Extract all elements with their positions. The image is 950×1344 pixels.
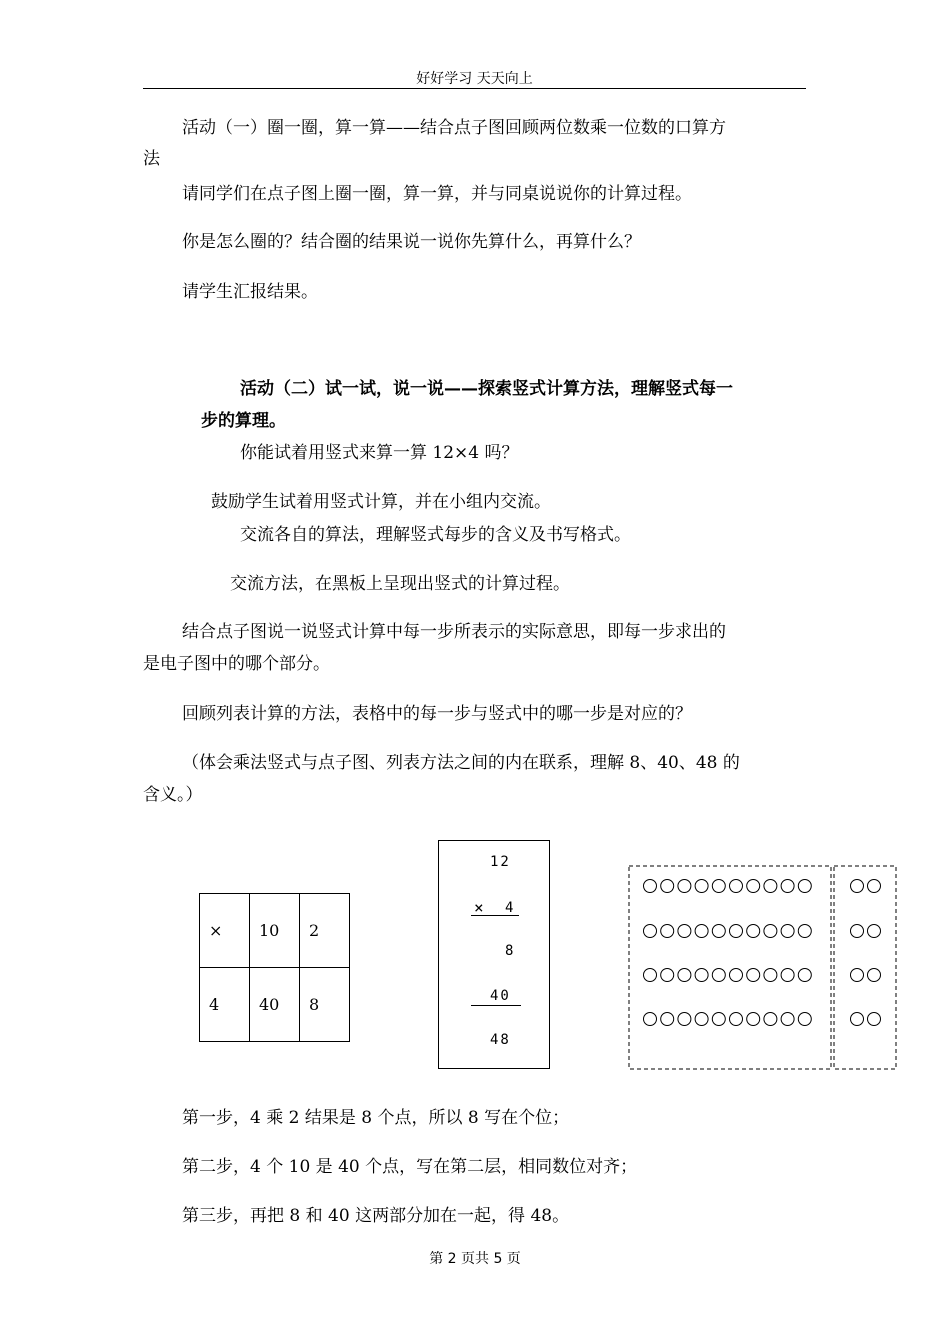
activity-1-heading-cont: 法 [143, 149, 160, 169]
table-cell: 2 [300, 894, 350, 968]
paragraph: 交流方法，在黑板上呈现出竖式的计算过程。 [230, 574, 570, 594]
paragraph: 结合点子图说一说竖式计算中每一步所表示的实际意思，即每一步求出的 [182, 622, 726, 642]
dot [712, 1013, 725, 1026]
paragraph: 交流各自的算法，理解竖式每步的含义及书写格式。 [240, 525, 631, 545]
table-cell: 10 [250, 894, 300, 968]
paragraph: （体会乘法竖式与点子图、列表方法之间的内在联系，理解 8、40、48 的 [182, 753, 740, 773]
underline [471, 1005, 521, 1006]
dot [781, 925, 794, 938]
dot [781, 969, 794, 982]
table-cell: × [200, 894, 250, 968]
dots [644, 880, 881, 1026]
dot [868, 1013, 881, 1026]
dot [868, 925, 881, 938]
dot [747, 969, 760, 982]
dot-group-ones [834, 866, 896, 1069]
dot [730, 1013, 743, 1026]
paragraph-cont: 含义。） [143, 785, 203, 805]
dot [644, 969, 657, 982]
paragraph: 你能试着用竖式来算一算 12×4 吗？ [240, 443, 519, 463]
dot [764, 880, 777, 893]
partial-product-1: 8 [505, 943, 516, 959]
dot [868, 969, 881, 982]
paragraph-cont: 是电子图中的哪个部分。 [143, 654, 330, 674]
header-divider [143, 88, 806, 89]
dot [712, 969, 725, 982]
dot [798, 1013, 811, 1026]
activity-1-heading: 活动（一）圈一圈，算一算——结合点子图回顾两位数乘一位数的口算方 [182, 118, 726, 138]
dot [781, 880, 794, 893]
step-2: 第二步，4 个 10 是 40 个点，写在第二层，相同数位对齐； [182, 1157, 638, 1177]
paragraph: 请同学们在点子图上圈一圈，算一算，并与同桌说说你的计算过程。 [182, 184, 692, 204]
dot [798, 969, 811, 982]
dot [851, 925, 864, 938]
dot [678, 880, 691, 893]
dot [678, 925, 691, 938]
times-sign: × [474, 898, 486, 917]
dot [678, 1013, 691, 1026]
table-row [200, 968, 350, 1042]
dot-group-tens [629, 866, 831, 1069]
multiplication-table [199, 893, 350, 1042]
dot [644, 1013, 657, 1026]
activity-2-heading: 活动（二）试一试，说一说——探索竖式计算方法，理解竖式每一 [240, 379, 733, 399]
dot [747, 925, 760, 938]
dot [798, 880, 811, 893]
dot [764, 1013, 777, 1026]
dot [644, 925, 657, 938]
dot [661, 880, 674, 893]
paragraph: 请学生汇报结果。 [182, 282, 318, 302]
step-1: 第一步，4 乘 2 结果是 8 个点，所以 8 写在个位； [182, 1108, 570, 1128]
dot [695, 880, 708, 893]
underline [471, 915, 519, 916]
dot [747, 1013, 760, 1026]
dot [764, 925, 777, 938]
dot [764, 969, 777, 982]
activity-2-heading-cont: 步的算理。 [201, 411, 286, 431]
dot [644, 880, 657, 893]
dot [695, 969, 708, 982]
vertical-calculation [438, 840, 550, 1069]
table-cell: 8 [300, 968, 350, 1042]
dot [712, 880, 725, 893]
page-number: 第 2 页共 5 页 [429, 1251, 521, 1267]
dot [661, 925, 674, 938]
dot [695, 925, 708, 938]
dot [798, 925, 811, 938]
dot [695, 1013, 708, 1026]
table-cell: 40 [250, 968, 300, 1042]
dot [868, 880, 881, 893]
dot [781, 1013, 794, 1026]
multiplier: 4 [505, 900, 516, 916]
dot [851, 969, 864, 982]
dot [661, 969, 674, 982]
table-cell: 4 [200, 968, 250, 1042]
table-row [200, 894, 350, 968]
dot-diagram [627, 864, 899, 1072]
dot [730, 925, 743, 938]
result: 48 [490, 1032, 511, 1048]
page-header: 好好学习 天天向上 [416, 71, 533, 87]
dot [851, 1013, 864, 1026]
partial-product-2: 40 [490, 988, 511, 1004]
dot [730, 969, 743, 982]
dot [712, 925, 725, 938]
dot [730, 880, 743, 893]
dot [747, 880, 760, 893]
dot [661, 1013, 674, 1026]
step-3: 第三步，再把 8 和 40 这两部分加在一起，得 48。 [182, 1206, 570, 1226]
dot [678, 969, 691, 982]
paragraph: 你是怎么圈的？结合圈的结果说一说你先算什么，再算什么？ [182, 232, 641, 252]
multiplicand: 12 [490, 854, 511, 870]
paragraph: 回顾列表计算的方法，表格中的每一步与竖式中的哪一步是对应的？ [182, 704, 692, 724]
dot [851, 880, 864, 893]
paragraph: 鼓励学生试着用竖式计算，并在小组内交流。 [211, 492, 551, 512]
